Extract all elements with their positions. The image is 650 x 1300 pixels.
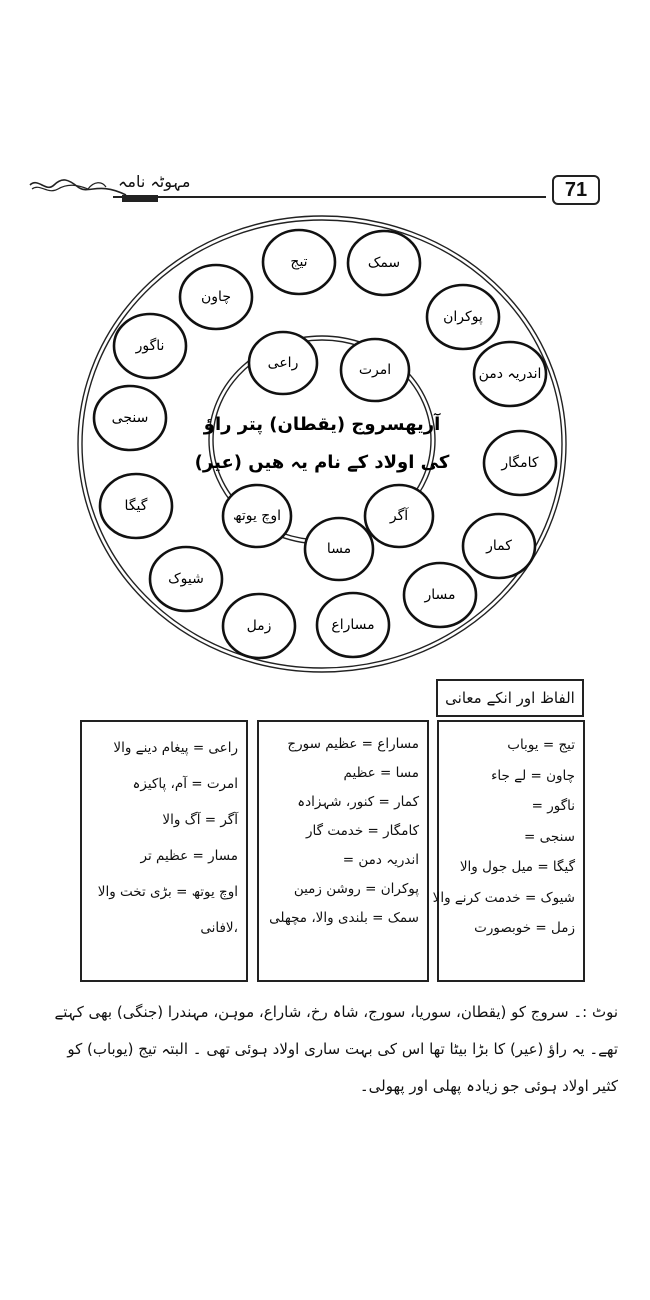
outer-name-6-label: مسار — [424, 587, 456, 603]
outer-name-7-label: مساراع — [331, 617, 375, 633]
center-title-line1: آریھسروج (یقطان) پتر راؤ — [203, 414, 441, 435]
outer-name-8-label: زمل — [246, 618, 272, 634]
meanings-column-2 — [257, 720, 429, 982]
inner-name-2-label: آگر — [389, 508, 409, 524]
meaning-row: مساراع = عظیم سورج — [287, 736, 419, 752]
meaning-row: گیگا = میل جول والا — [459, 859, 575, 875]
outer-name-4-label: کامگار — [501, 455, 539, 471]
meanings-column-3 — [80, 720, 248, 982]
outer-name-3-label: اندریہ دمن — [478, 366, 542, 382]
inner-name-1-label: امرت — [358, 362, 392, 378]
meaning-row: راعی = پیغام دینے والا — [113, 740, 238, 756]
meanings-title: الفاظ اور انکے معانی — [436, 679, 584, 717]
outer-name-2-label: پوکران — [443, 309, 483, 325]
meaning-row: اندریہ دمن = — [342, 852, 419, 868]
meaning-row: زمل = خوبصورت — [474, 920, 575, 936]
inner-name-4-label: اوچ یوتھ — [232, 508, 282, 524]
meaning-row: سنجی = — [524, 828, 575, 845]
outer-name-10-label: گیگا — [124, 498, 148, 514]
outer-name-9-label: شیوک — [168, 571, 204, 587]
meaning-row: مسا = عظیم — [343, 765, 419, 781]
outer-name-11-label: سنجی — [111, 410, 149, 426]
meaning-row: مسار = عظیم تر — [140, 848, 238, 864]
meaning-row: شیوک = خدمت کرنے والا — [432, 889, 575, 906]
page-number: 71 — [552, 175, 600, 205]
meanings-column-1 — [432, 720, 585, 982]
meaning-row: چاون = لے جاء — [491, 767, 575, 784]
note-paragraph: نوٹ :۔ سروج کو (یقطان، سوریا، سورج، شاہ رخ، شاراع، موہن، مہندرا (جنگی) بھی کہتے تھے۔ یہ راؤ (عیر) کا بڑا بیٹا تھا اس کی بہت ساری اولاد ہوئی تھی ۔ البتہ تیج (یوباب) کو کثیر اولاد ہوئی جو زیادہ پھلی اور پھولی۔ — [54, 1003, 618, 1095]
meaning-row: تیج = یوباب — [507, 737, 575, 753]
inner-name-3-label: مسا — [326, 541, 352, 557]
outer-name-13-label: چاون — [201, 289, 231, 305]
meaning-row: سمک = بلندی والا، مچھلی — [269, 910, 419, 926]
book-title: مہوٹہ نامہ — [118, 172, 191, 191]
meaning-row: آگر = آگ والا — [162, 812, 238, 828]
center-title-line2: (عیر) کی اولاد کے نام یہ ھیں — [194, 452, 450, 473]
meaning-row: امرت = آم، پاکیزہ — [132, 776, 238, 792]
meaning-row: کامگار = خدمت گار — [305, 823, 419, 839]
inner-name-0-label: راعی — [267, 355, 299, 371]
meaning-row: اوچ یوتھ = بڑی تخت والا — [97, 884, 238, 900]
outer-name-0-label: تیج — [290, 254, 308, 270]
outer-name-5-label: کمار — [486, 538, 512, 554]
outer-name-12-label: ناگور — [135, 338, 165, 354]
meaning-row: پوکران = روشن زمین — [293, 881, 419, 897]
meaning-row: ،لافانی — [200, 920, 238, 936]
outer-name-1-label: سمک — [367, 255, 401, 271]
meaning-row: کمار = کنور، شہزادہ — [297, 794, 419, 810]
meaning-row: ناگور = — [531, 798, 575, 814]
